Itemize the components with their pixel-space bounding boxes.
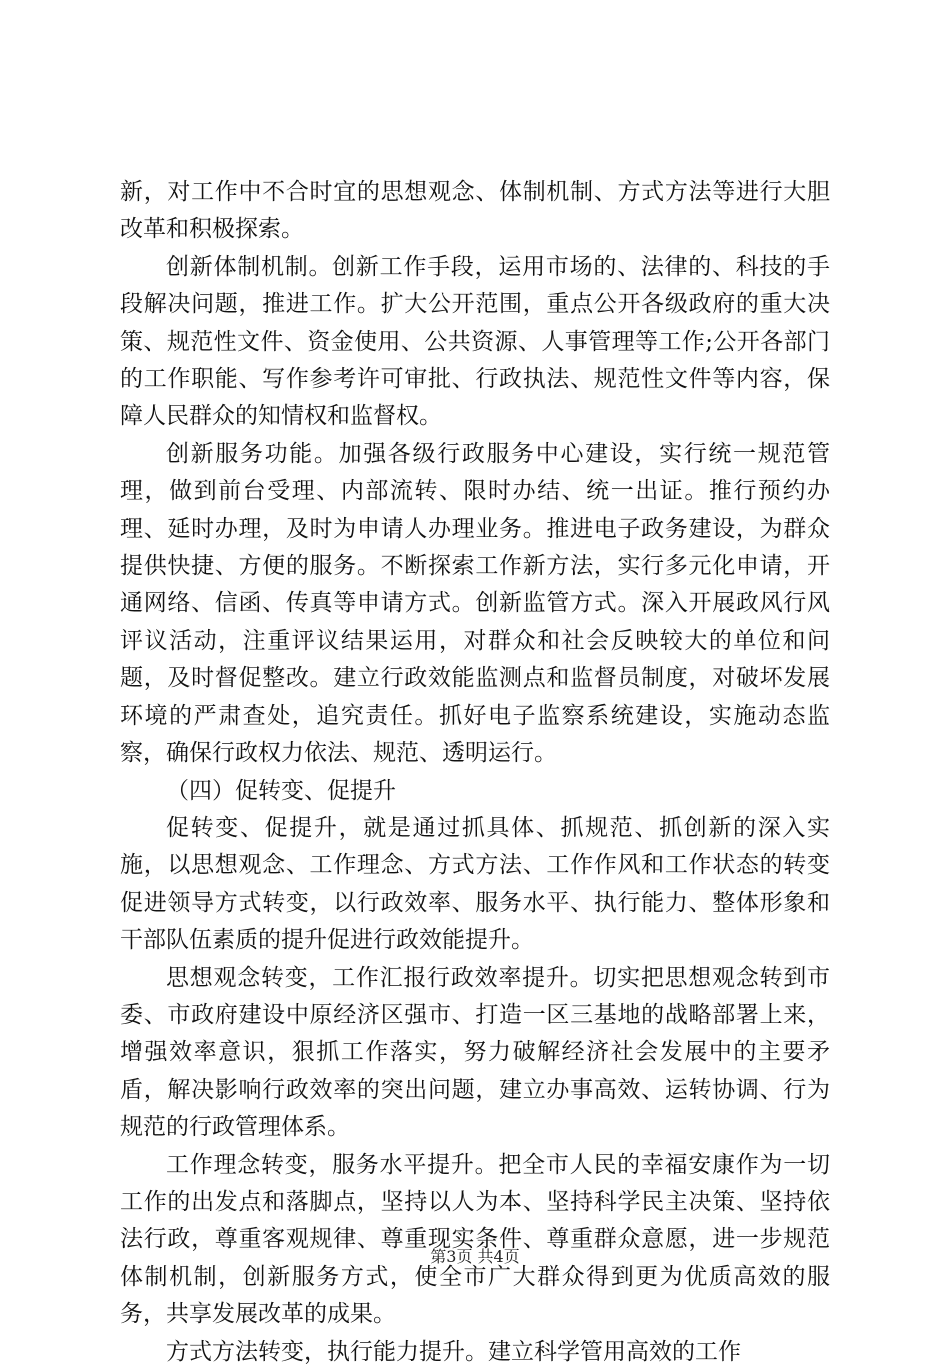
paragraph-innovate-service: 创新服务功能。加强各级行政服务中心建设，实行统一规范管理，做到前台受理、内部流转、限时办结、统一出证。推行预约办理、延时办理，及时为申请人办理业务。推进电子政务建设，为群众提供快捷、方便的服务。不断探索工作新方法，实行多元化申请，开通网络、信函、传真等申请方式。创新监管方式。深入开展政风行风评议活动，注重评议结果运用，对群众和社会反映较大的单位和问题，及时督促整改。建立行政效能监测点和监督员制度，对破坏发展环境的严肃查处，追究责任。抓好电子监察系统建设，实施动态监察，确保行政权力依法、规范、透明运行。 (120, 440, 830, 767)
page-number-footer: 第3页 共4页 (430, 1247, 520, 1266)
paragraph-innovate-mechanism: 创新体制机制。创新工作手段，运用市场的、法律的、科技的手段解决问题，推进工作。扩大公开范围，重点公开各级政府的重大决策、规范性文件、资金使用、公共资源、人事管理等工作;公开各部门的工作职能、写作参考许可审批、行政执法、规范性文件等内容，保障人民群众的知情权和监督权。 (120, 253, 830, 430)
document-body (120, 174, 830, 1371)
paragraph-thinking-change: 思想观念转变，工作汇报行政效率提升。切实把思想观念转到市委、市政府建设中原经济区强市、打造一区三基地的战略部署上来，增强效率意识，狠抓工作落实，努力破解经济社会发展中的主要矛盾，解决影响行政效率的突出问题，建立办事高效、运转协调、行为规范的行政管理体系。 (120, 964, 830, 1141)
paragraph-promote-change: 促转变、促提升，就是通过抓具体、抓规范、抓创新的深入实施，以思想观念、工作理念、方式方法、工作作风和工作状态的转变促进领导方式转变，以行政效率、服务水平、执行能力、整体形象和干部队伍素质的提升促进行政效能提升。 (120, 814, 830, 954)
paragraph-continuation: 新，对工作中不合时宜的思想观念、体制机制、方式方法等进行大胆改革和积极探索。 (120, 179, 830, 243)
paragraph-concept-change: 工作理念转变，服务水平提升。把全市人民的幸福安康作为一切工作的出发点和落脚点，坚持以人为本、坚持科学民主决策、坚持依法行政，尊重客观规律、尊重现实条件、尊重群众意愿，进一步规范体制机制，创新服务方式，使全市广大群众得到更为优质高效的服务，共享发展改革的成果。 (120, 1151, 830, 1328)
paragraph-method-change: 方式方法转变，执行能力提升。建立科学管用高效的工作 (166, 1338, 741, 1365)
section-heading-four: （四）促转变、促提升 (166, 777, 396, 804)
